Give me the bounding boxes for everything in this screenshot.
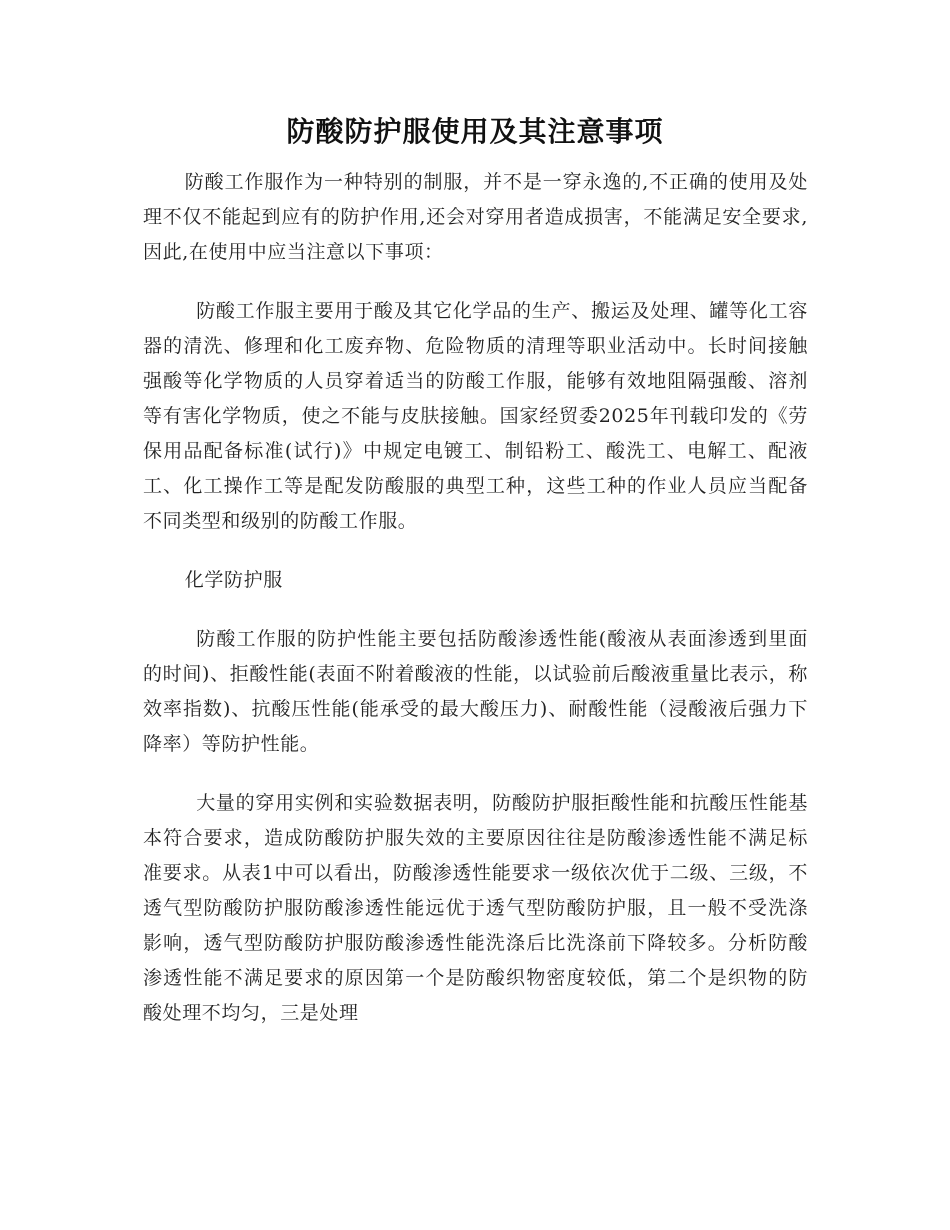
paragraph-analysis: 大量的穿用实例和实验数据表明，防酸防护服拒酸性能和抗酸压性能基本符合要求，造成防酸防护服失效的主要原因往往是防酸渗透性能不满足标准要求。从表1中可以看出，防酸渗透性能要求一级依次优于二级、三级，不透气型防酸防护服防酸渗透性能远优于透气型防酸防护服，且一般不受洗涤影响，透气型防酸防护服防酸渗透性能洗涤后比洗涤前下降较多。分析防酸渗透性能不满足要求的原因第一个是防酸织物密度较低，第二个是织物的防酸处理不均匀，三是处理 [143,792,808,1024]
section-heading: 化学防护服 [184,569,283,591]
paragraph-usage: 防酸工作服主要用于酸及其它化学品的生产、搬运及处理、罐等化工容器的清洗、修理和化工废弃物、危险物质的清理等职业活动中。长时间接触强酸等化学物质的人员穿着适当的防酸工作服，能够有效地阻隔强酸、溶剂等有害化学物质，使之不能与皮肤接触。国家经贸委2025年刊载印发的《劳保用品配备标准(试行)》中规定电镀工、制铅粉工、酸洗工、电解工、配液工、化工操作工等是配发防酸服的典型工种，这些工种的作业人员应当配备不同类型和级别的防酸工作服。 [143,300,808,532]
document-title: 防酸防护服使用及其注意事项 [286,115,664,148]
paragraph-intro: 防酸工作服作为一种特别的制服，并不是一穿永逸的,不正确的使用及处理不仅不能起到应有的防护作用,还会对穿用者造成损害，不能满足安全要求,因此,在使用中应当注意以下事项： [143,171,808,263]
document-body [143,165,808,1055]
paragraph-performance: 防酸工作服的防护性能主要包括防酸渗透性能(酸液从表面渗透到里面的时间)、拒酸性能(表面不附着酸液的性能，以试验前后酸液重量比表示，称效率指数)、抗酸压性能(能承受的最大酸压力)、耐酸性能（浸酸液后强力下降率）等防护性能。 [143,628,808,755]
